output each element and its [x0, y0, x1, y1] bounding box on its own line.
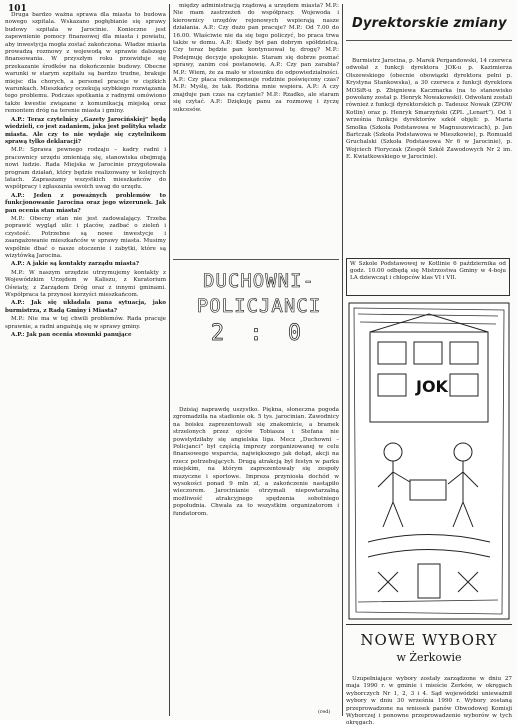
- headline-line-2: POLICJANCI: [196, 295, 322, 317]
- interview-answer: M.P.: Obecny stan nie jest zadowalający. Trzeba poprawić wygląd ulic i placów, zadbać o zieleń i czystość. Potrzebne są nowe inwestycje i zaangażowanie mieszkańców w sprawy miasta. Musimy wspólnie dbać o nasze otoczenie i zabytki, które są wizytówką Jarocina.: [5, 215, 166, 259]
- announcement-box: [346, 258, 510, 296]
- cartoon-drawing: [348, 302, 510, 620]
- interview-question: A.P.: Jeden z poważnych problemów to funkcjonowanie Jarocina oraz jego wizerunek. Jak pan ocenia stan miasta?: [5, 192, 166, 214]
- footer-note: (red): [318, 709, 331, 715]
- body-paragraph: między administracją rządową a urzędem miasta? M.P.: Nie mam zastrzeżeń do współpracy. Wojewoda i kierownicy urzędów rejonowych wspierają nasze działania. A.P.: Czy dużo pan pracuje? M.P.: Od 7.00 do 16.00. Właściwie nie da się tego policzyć, bo praca trwa także w domu. A.P.: Kiedy był pan dobrym spółdzielcą. Czy teraz będzie pan kontynuował tę drogę? M.P.: Podejmuję decyzje spokojnie. Staram się dobrze poznać sprawy, zanim coś postanowię. A.P.: Czy pan zarabia? M.P.: Wiem, że za mało w stosunku do odpowiedzialności. A.P.: Czy płaca rekompensuje rodzinie poświęcony czas? M.P.: Myślę, że tak. Rodzina mnie wspiera. A.P.: A czy znajduje pan czas na czytanie? M.P.: Rzadko, ale staram się czytać. A.P.: Dziękuję panu za rozmowę i życzę sukcesów.: [173, 3, 339, 113]
- title-underline: [346, 40, 512, 41]
- interview-answer: M.P.: Sprawa pewnego rodzaju – kadry radni i pracownicy urzędu zmieniają się, stanowiska obejmują nowi ludzie. Rada Miejska w Jarocinie przygotowała program działań, który będzie realizowany w kolejnych latach. Zapraszamy wszystkich mieszkańców do współpracy i zgłaszania swoich uwag do urzędu.: [5, 147, 166, 191]
- elections-title: NOWE WYBORY: [360, 631, 498, 649]
- interview-column-2: [173, 3, 339, 255]
- interview-column-1: [5, 12, 166, 718]
- column-rule: [169, 4, 170, 716]
- interview-question: A.P.: Teraz czytelnicy „Gazety Jarocińskiej” będą wiedzieli, co jest zadaniem, jaka jest polityka władz miasta. Ale czy to nie wydaje się czytelnikom sprawą tylko deklaracji?: [5, 116, 166, 145]
- elections-header: [346, 624, 512, 671]
- interview-answer: M.P.: W naszym urzędzie utrzymujemy kontakty z Wojewódzkim Urzędem w Kaliszu, z Kuratorium Oświaty, z Zarządem Dróg oraz z innymi gminami. Współpraca ta przynosi korzyści mieszkańcom.: [5, 269, 166, 299]
- interview-question: A.P.: Jak się układała pana sytuacja, jako burmistrza, z Radą Gminy i Miasta?: [5, 300, 166, 314]
- body-paragraph: Uzupełniające wybory zostały zarządzone w dniu 27 maja 1990 r. w gminie i mieście Żerków, w okręgach wyborczych Nr 1, 2, 3 i 4. Sąd wojewódzki unieważnił wybory w dniu 30 września 1990 r. Wybory zostaną przeprowadzone na wniosek panów Obwodowej Komisji Wyborczej i ponowne przeprowadzenie wyborów w tych okręgach.: [346, 676, 512, 727]
- elections-article: [346, 676, 512, 727]
- director-changes-article: [346, 58, 512, 258]
- announcement-text: W Szkole Podstawowej w Kotlinie 6 października od godz. 10.00 odbędą się Mistrzostwa Gminy w 4-boju LA dziewcząt i chłopców klas VI i VII.: [350, 261, 506, 282]
- page-number: 101: [8, 4, 27, 14]
- body-paragraph: Druga bardzo ważna sprawa dla miasta to budowa nowego szpitala. Wskazano pogłębianie się sprawy budowy szpitala w Jarocinie. Konieczne jest zapewnienie pomocy finansowej dla miasta i powiatu, aby inwestycja mogła zostać zakończona. Władze miasta prowadzą rozmowy z wojewodą w sprawie dalszego finansowania. W przyszłym roku przewiduje się przekazanie środków na dokończenie budowy. Obecne warunki w starym szpitalu są bardzo trudne, brakuje miejsc dla chorych, a personel pracuje w ciężkich warunkach. Mieszkańcy oczekują szybkiego rozwiązania tego problemu. Podczas spotkania z radnymi omówiono także kwestie związane z komunikacją miejską oraz remontem dróg na terenie miasta i gminy.: [5, 12, 166, 115]
- body-paragraph: Burmistrz Jarocina, p. Marek Pergandowski, 14 czerwca odwołał z funkcji dyrektora JOK-u p. Kazimierza Olszewskiego (obecnie obowiązki dyrektora pełni p. Krystyna Stankowska), a 30 czerwca z funkcji dyrektora MOSiR-u p. Zbigniewa Kaczmarka (na to stanowisko powołany został p. Henryk Nowakowski). Odwołani zostali również z funkcji dyrektorskich p. Tadeusz Nowak (ZPOW Kotlin) oraz p. Henryk Smarzyński (ZPL „Lenart”). Od 1 września funkcje dyrektorów szkół objęli: p. Maria Smolka (Szkoła Podstawowa w Magnuszewicach), p. Jan Bartczak (Szkoła Podstawowa w Mieszkowie), p. Romuald Gruchalski (Szkoła Podstawowa Nr 6 w Jarocinie), p. Wojciech Floryczak (Zespół Szkół Zawodowych Nr 2 im. E. Kwiatkowskiego w Jarocinie).: [346, 58, 512, 161]
- body-paragraph: Dzisiaj naprawdę uszystko. Piękna, słoneczna pogoda zgromadziła na stadionie ok. 5 tys. jarocinian. Zawodnicy na boisku zaprezentowali się znakomicie, a bramek strzelonych przez ojców Tobiasza i Stefana nie powstydziłaby się angielska liga. Mecz „Duchowni – Policjanci” był częścią imprezy zorganizowanej w celu finansowego wsparcia, największego jak dotąd, akcji na rzecz potrzebujących. Drugą atrakcją był festyn w parku miejskim, na którym zaprezentowały się zespoły muzyczne i sportowe. Impreza przyniosła dochód w wysokości ponad 9 mln zł, a zakończenie nastąpiło wieczorem. Jarocinianie otrzymali niepowtarzalną możliwość atrakcyjnego spędzenia sobotniego popołudnia. Chwała za to wszystkim organizatorom i fundatorom.: [173, 407, 339, 517]
- match-article: [173, 407, 339, 707]
- article-title: Dyrektorskie zmiany: [352, 16, 507, 31]
- interview-answer: M.P.: Nie ma w tej chwili problemów. Rada pracuje sprawnie, a radni angażują się w sprawy gminy.: [5, 316, 166, 330]
- interview-question: A.P.: A jakie są kontakty zarządu miasta?: [11, 261, 140, 268]
- match-headline: [183, 269, 335, 387]
- cartoon-illustration: [348, 302, 510, 620]
- headline-line-1: DUCHOWNI-: [203, 270, 315, 292]
- section-divider: [173, 259, 339, 260]
- column-rule: [342, 4, 343, 716]
- interview-question: A.P.: Jak pan ocenia stosunki panujące: [11, 332, 132, 339]
- drawing-label: JOK: [416, 377, 448, 396]
- headline-score: 2 : 0: [210, 321, 308, 346]
- elections-subtitle: w Żerkowie: [396, 651, 462, 664]
